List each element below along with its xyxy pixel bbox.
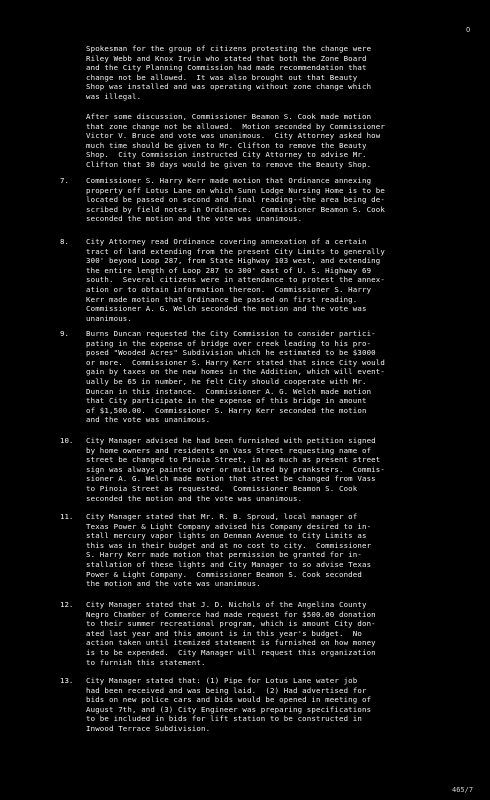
item-paragraph [86, 329, 458, 425]
text-line: S. Harry Kerr made motion that permission be granted for in- [86, 550, 362, 560]
item-paragraph [86, 676, 458, 734]
item-paragraph [86, 176, 458, 224]
text-line: that zone change not be allowed. Motion seconded by Commissioner [86, 121, 385, 131]
text-line: ated last year and this amount is in this year's budget. No [86, 628, 362, 638]
text-line: stall mercury vapor lights on Denman Avenue to City Limits as [86, 531, 367, 541]
text-line: ually be 65 in number, he felt City should cooperate with Mr. [86, 376, 367, 386]
text-line: change not be allowed. It was also brought out that Beauty [86, 72, 358, 82]
text-line: City Manager stated that J. D. Nichols of the Angelina County [86, 600, 367, 609]
text-line: seconded the motion and the vote was unanimous. [86, 214, 303, 224]
text-line: City Manager stated that Mr. R. B. Sproud, local manager of [86, 512, 358, 521]
text-line: to their summer recreational program, which is amount City don- [86, 619, 376, 629]
text-line: sign was always painted over or mutilated by pranksters. Commis- [86, 464, 385, 474]
text-line: and the City Planning Commission had made recommendation that [86, 63, 367, 73]
text-line: Inwood Terrace Subdivision. [86, 723, 211, 733]
text-line: Burns Duncan requested the City Commission to consider partici- [86, 329, 376, 338]
text-line: City Attorney read Ordinance covering annexation of a certain [86, 237, 367, 246]
text-line: scribed by field notes in Ordinance. Commissioner Beamon S. Cook [86, 204, 385, 214]
text-line: bids on new police cars and bids would be opened in meeting of [86, 695, 372, 705]
item-number: 10. [60, 436, 74, 445]
text-line: August 7th, and (3) City Engineer was preparing specifications [86, 704, 372, 714]
text-line: After some discussion, Commissioner Beamon S. Cook made motion [86, 112, 372, 121]
text-line: by home owners and residents on Vass Street requesting name of [86, 445, 372, 455]
item-paragraph [86, 512, 458, 589]
item-paragraph [86, 237, 458, 323]
text-line: had been received and was being laid. (2) Had advertised for [86, 685, 367, 695]
text-line: Clifton that 30 days would be given to remove the Beauty Shop. [86, 159, 372, 169]
intro-paragraph [86, 44, 458, 102]
text-line: that City participate in the expense of this bridge in amount [86, 396, 367, 406]
text-line: the entire length of Loop 287 to 300' east of U. S. Highway 69 [86, 265, 372, 275]
discussion-paragraph [86, 112, 458, 170]
text-line: south. Several citizens were in attendance to protest the annex- [86, 275, 385, 285]
text-line: seconded the motion and the vote was unanimous. [86, 493, 303, 503]
text-line: stallation of these lights and City Manager to so advise Texas [86, 559, 372, 569]
text-line: Spokesman for the group of citizens protesting the change were [86, 44, 372, 53]
text-line: is to be expended. City Manager will request this organization [86, 647, 376, 657]
text-line: or more. Commissioner S. Harry Kerr stated that since City would [86, 357, 385, 367]
text-line: of $1,500.00. Commissioner S. Harry Kerr seconded the motion [86, 405, 367, 415]
text-line: street be changed to Pinoia Street, in as much as present street [86, 455, 381, 465]
text-line: 300' beyond Loop 287, from State Highway 103 west, and extending [86, 256, 381, 266]
item-number: 12. [60, 600, 74, 609]
text-line: City Manager stated that: (1) Pipe for Lotus Lane water job [86, 676, 358, 685]
item-number: 7. [60, 176, 69, 185]
text-line: Victor V. Bruce and vote was unanimous. City Attorney asked how [86, 131, 381, 141]
text-line: and the vote was unanimous. [86, 415, 211, 425]
corner-mark: O [466, 26, 471, 34]
text-line: action taken until itemized statement is furnished on how money [86, 638, 376, 648]
page-number: 465/7 [452, 786, 474, 794]
text-line: located be passed on second and final reading--the area being de- [86, 195, 385, 205]
text-line: Riley Webb and Knox Irvin who stated that both the Zone Board [86, 53, 367, 63]
item-number: 11. [60, 512, 74, 521]
text-line: pating in the expense of bridge over creek leading to his pro- [86, 338, 372, 348]
item-paragraph [86, 436, 458, 503]
item-number: 8. [60, 237, 69, 246]
text-line: ation or to obtain information thereon. Commissioner S. Harry [86, 284, 372, 294]
text-line: Commissioner A. G. Welch seconded the motion and the vote was [86, 304, 367, 314]
text-line: Texas Power & Light Company advised his Company desired to in- [86, 521, 372, 531]
text-line: Commissioner S. Harry Kerr made motion that Ordinance annexing [86, 176, 372, 185]
text-line: this was in their budget and at no cost to city. Commissioner [86, 540, 372, 550]
text-line: unanimous. [86, 313, 132, 323]
text-line: to furnish this statement. [86, 657, 206, 667]
text-line: the motion and the vote was unanimous. [86, 579, 261, 589]
text-line: City Manager advised he had been furnished with petition signed [86, 436, 376, 445]
text-line: property off Lotus Lane on which Sunn Lodge Nursing Home is to be [86, 185, 385, 195]
text-line: was illegal. [86, 91, 142, 101]
text-line: to be included in bids for lift station to be constructed in [86, 714, 362, 724]
text-line: gain by taxes on the new homes in the Addition, which will event- [86, 367, 385, 377]
text-line: Shop was installed and was operating without zone change which [86, 82, 372, 92]
text-line: Kerr made motion that Ordinance be passed on first reading. [86, 294, 358, 304]
text-line: posed "Wooded Acres" Subdivision which he estimated to be $3000 [86, 348, 376, 358]
item-paragraph [86, 600, 458, 667]
text-line: Shop. City Commission instructed City Attorney to advise Mr. [86, 150, 367, 160]
text-line: Negro Chamber of Commerce had made request for $500.00 donation [86, 609, 376, 619]
text-line: tract of land extending from the present City Limits to generally [86, 246, 385, 256]
item-number: 13. [60, 676, 74, 685]
text-line: much time should be given to Mr. Clifton to remove the Beauty [86, 140, 367, 150]
text-line: to Pinoia Street as requested. Commissioner Beamon S. Cook [86, 483, 358, 493]
text-line: Duncan in this instance. Commissioner A. G. Welch made motion [86, 386, 372, 396]
text-line: sioner A. G. Welch made motion that street be changed from Vass [86, 474, 376, 484]
item-number: 9. [60, 329, 69, 338]
text-line: Power & Light Company. Commissioner Beamon S. Cook seconded [86, 569, 362, 579]
